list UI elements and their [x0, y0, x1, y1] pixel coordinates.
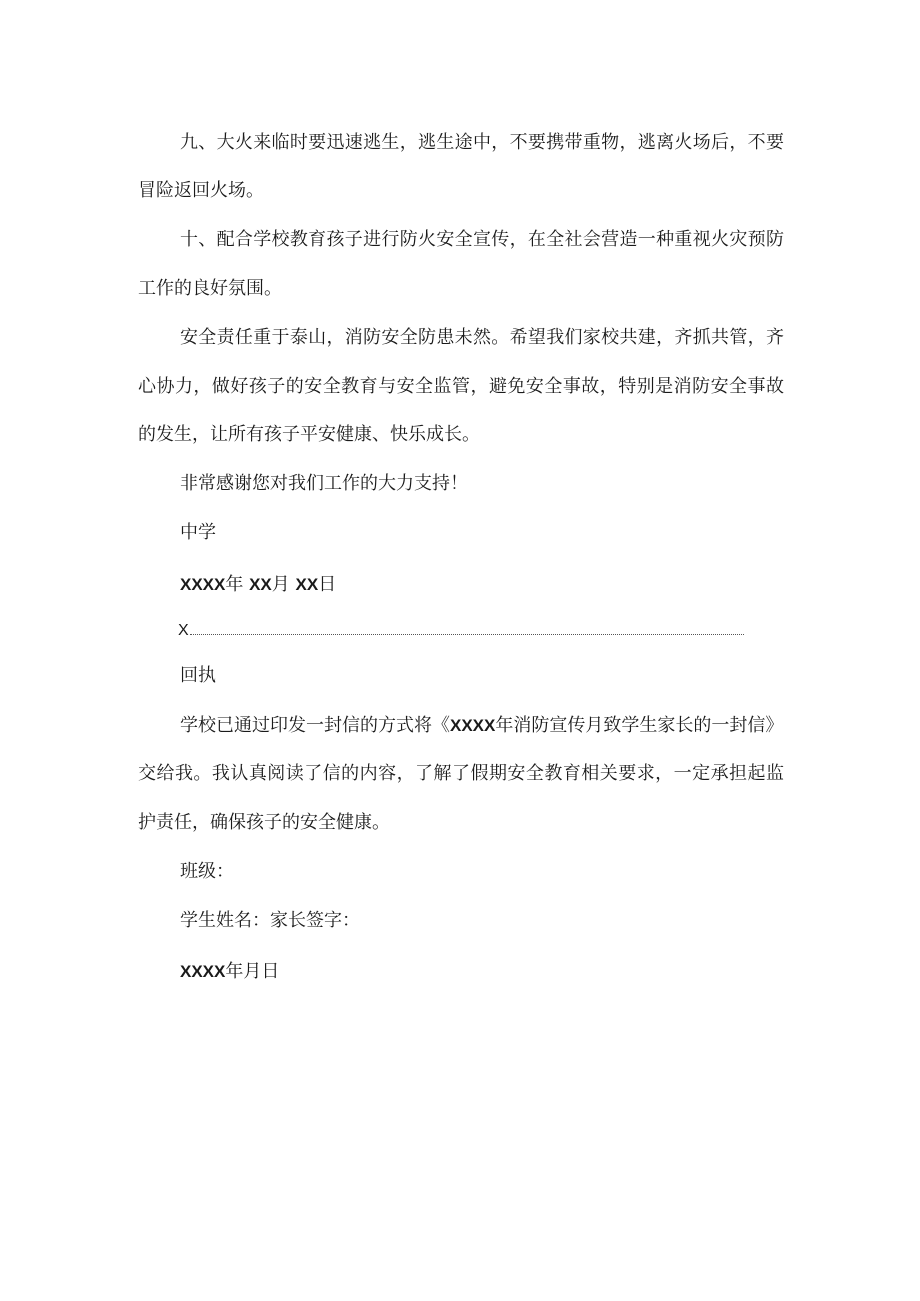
signature-date-month-char: 月 — [271, 574, 290, 595]
receipt-title: 回执 — [180, 665, 216, 686]
receipt-body-year: XXXX — [450, 716, 496, 735]
signature-date-month: XX — [249, 575, 272, 594]
signature-date-year: XXXX — [180, 575, 226, 594]
safety-paragraph-line-1: 安全责任重于泰山，消防安全防患未然。希望我们家校共建，齐抓共管，齐 — [180, 327, 784, 348]
safety-paragraph-line-2: 心协力，做好孩子的安全教育与安全监管，避免安全事故，特别是消防安全事故 — [138, 376, 784, 397]
signature-date — [180, 573, 336, 597]
receipt-body-line-1-post: 年消防宣传月致学生家长的一封信》 — [495, 715, 784, 736]
receipt-body-line-3: 护责任，确保孩子的安全健康。 — [138, 812, 390, 833]
receipt-body-line-1-pre: 学校已通过印发一封信的方式将《 — [180, 715, 450, 736]
paragraph-ten-line-2: 工作的良好氛围。 — [138, 278, 282, 299]
school-name: 中学 — [180, 522, 216, 543]
receipt-date — [180, 960, 279, 984]
cut-line — [178, 620, 744, 642]
class-label: 班级： — [180, 861, 234, 882]
safety-paragraph-line-3: 的发生，让所有孩子平安健康、快乐成长。 — [138, 424, 480, 445]
receipt-date-year: XXXX — [180, 962, 226, 981]
paragraph-ten-line-1: 十、配合学校教育孩子进行防火安全宣传，在全社会营造一种重视火灾预防 — [180, 229, 784, 250]
paragraph-nine-line-2: 冒险返回火场。 — [138, 180, 264, 201]
signature-date-day: XX — [295, 575, 319, 594]
cut-line-marker: X — [178, 622, 189, 639]
dotted-divider — [190, 620, 744, 635]
signature-date-day-char: 日 — [318, 574, 337, 595]
signature-date-year-char: 年 — [225, 574, 244, 595]
receipt-date-suffix: 年月日 — [225, 961, 280, 982]
paragraph-nine-line-1: 九、大火来临时要迅速逃生，逃生途中，不要携带重物，逃离火场后，不要 — [180, 132, 784, 153]
receipt-body-line-2: 交给我。我认真阅读了信的内容，了解了假期安全教育相关要求，一定承担起监 — [138, 763, 784, 784]
thanks-line: 非常感谢您对我们工作的大力支持！ — [180, 473, 468, 494]
receipt-body-line-1 — [180, 714, 783, 738]
student-parent-label: 学生姓名：家长签字： — [180, 910, 360, 931]
